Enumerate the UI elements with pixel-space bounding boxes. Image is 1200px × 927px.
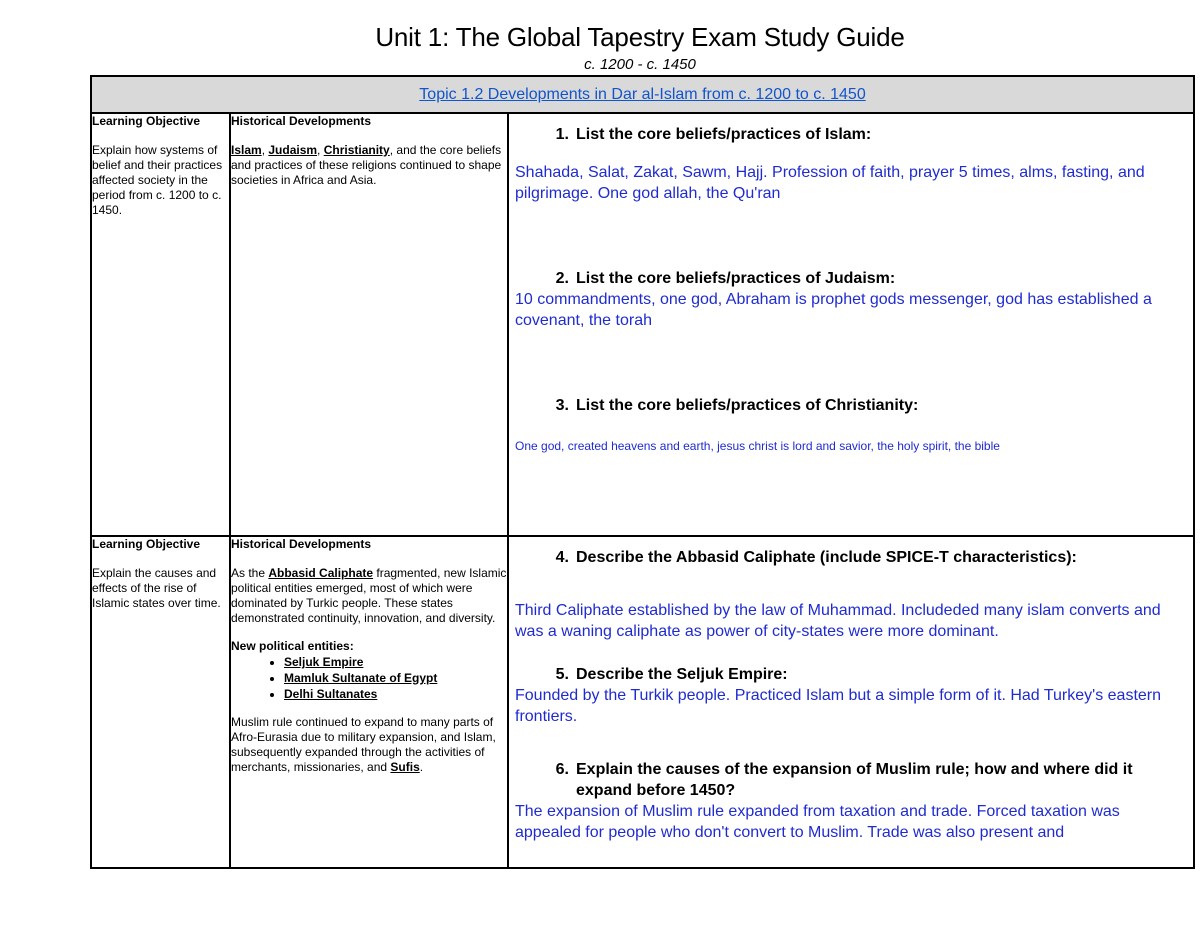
learning-objective-cell (91, 113, 230, 536)
list-item: • Delhi Sultanates (284, 686, 507, 702)
historical-developments-cell (230, 113, 508, 536)
term-judaism: Judaism (268, 143, 318, 157)
learning-objective-heading: Learning Objective (92, 537, 201, 551)
historical-developments-cell (230, 536, 508, 868)
questions-cell (508, 536, 1194, 868)
term-sufis: Sufis (390, 760, 420, 774)
table-row (91, 113, 1194, 536)
answer-2[interactable]: 10 commandments, one god, Abraham is prophet gods messenger, god has established a covenant, the torah (515, 291, 1152, 329)
question-1: 1. List the core beliefs/practices of Islam: (555, 126, 872, 143)
answer-1[interactable]: Shahada, Salat, Zakat, Sawm, Hajj. Profession of faith, prayer 5 times, alms, fasting, and pilgrimage. One god allah, the Qu'ran (515, 164, 1145, 202)
page-title: Unit 1: The Global Tapestry Exam Study Guide (375, 22, 905, 52)
historical-developments-heading: Historical Developments (231, 114, 372, 128)
term-christianity: Christianity (323, 143, 390, 157)
answer-4[interactable]: Third Caliphate established by the law of Muhammad. Includeded many islam converts and was a waning caliphate as power of city-states were more dominant. (515, 602, 1161, 640)
question-5: 5. Describe the Seljuk Empire: (555, 666, 788, 683)
topic-header-cell (91, 76, 1194, 113)
topic-link[interactable]: Topic 1.2 Developments in Dar al-Islam from c. 1200 to c. 1450 (419, 85, 866, 103)
questions-cell (508, 113, 1194, 536)
term-islam: Islam (231, 143, 262, 157)
page-subtitle: c. 1200 - c. 1450 (584, 56, 696, 73)
historical-developments-text: Islam, Judaism, Christianity, and the core beliefs and practices of these religions continued to shape societies in Africa and Asia. (231, 143, 502, 187)
list-item: • Mamluk Sultanate of Egypt (284, 670, 507, 686)
table-row (91, 536, 1194, 868)
historical-developments-text: As the Abbasid Caliphate fragmented, new Islamic political entities emerged, most of which were dominated by Turkic people. These states demonstrated continuity, innovation, and diversity. (231, 566, 507, 625)
answer-3[interactable]: One god, created heavens and earth, jesus christ is lord and savior, the holy spirit, the bible (515, 439, 1000, 453)
question-6: 6. Explain the causes of the expansion of Muslim rule; how and where did it expand before 1450? (555, 761, 1133, 799)
topic-row (91, 76, 1194, 113)
learning-objective-cell (91, 536, 230, 868)
question-4: 4. Describe the Abbasid Caliphate (include SPICE-T characteristics): (555, 549, 1077, 566)
answer-6[interactable]: The expansion of Muslim rule expanded from taxation and trade. Forced taxation was appealed for people who don't convert to Muslim. Trade was also present and (515, 803, 1120, 841)
expansion-text: Muslim rule continued to expand to many parts of Afro-Eurasia due to military expansion, and Islam, subsequently expanded through the activities of merchants, missionaries, and Sufis. (231, 715, 496, 774)
learning-objective-text: Explain how systems of belief and their practices affected society in the period from c. 1200 to c. 1450. (92, 143, 223, 217)
historical-developments-heading: Historical Developments (231, 537, 372, 551)
learning-objective-text: Explain the causes and effects of the rise of Islamic states over time. (92, 566, 221, 610)
learning-objective-heading: Learning Objective (92, 114, 201, 128)
entities-list (231, 654, 507, 702)
question-2: 2. List the core beliefs/practices of Judaism: (555, 270, 896, 287)
question-3: 3. List the core beliefs/practices of Christianity: (555, 397, 919, 414)
new-entities-heading: New political entities: (231, 639, 354, 653)
term-abbasid-caliphate: Abbasid Caliphate (268, 566, 374, 580)
answer-5[interactable]: Founded by the Turkik people. Practiced Islam but a simple form of it. Had Turkey's eastern frontiers. (515, 687, 1162, 725)
list-item: • Seljuk Empire (284, 654, 507, 670)
study-guide-table (90, 75, 1195, 869)
